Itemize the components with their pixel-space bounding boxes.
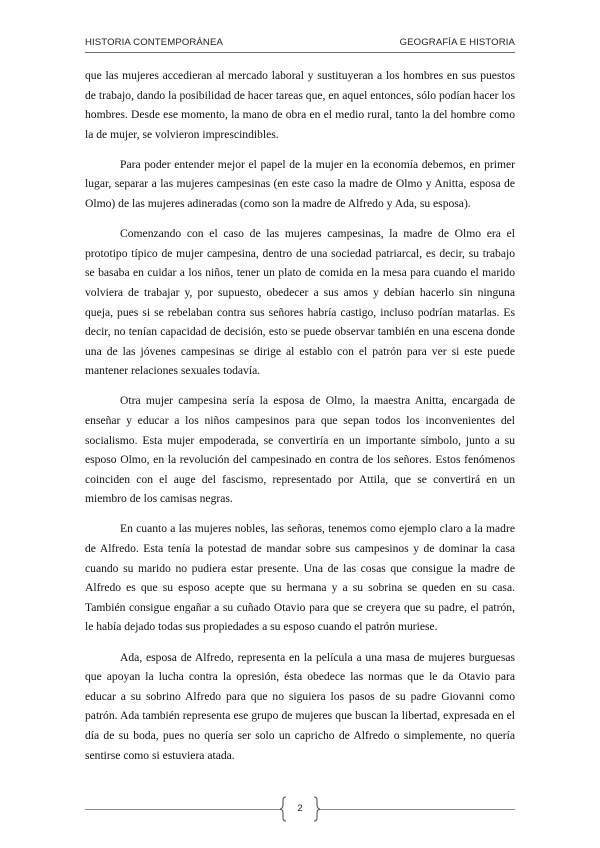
paragraph-1: que las mujeres accedieran al mercado laboral y sustituyeran a los hombres en sus puestos de trabajo, dando la posibilidad de hacer tareas que, en aquel entonces, sólo podían hacer los hombres. Desde ese momento, la mano de obra en el medio rural, tanto la del hombre como la de mujer, se volvieron imprescindibles. [85,69,515,141]
footer-divider-left [85,809,281,810]
page-number: 2 [297,803,303,814]
paragraph-2: Para poder entender mejor el papel de la mujer en la economía debemos, en primer lugar, separar a las mujeres campesinas (en este caso la madre de Olmo y Anitta, esposa de Olmo) de las mujeres adineradas (como son la madre de Alfredo y Ada, su esposa). [85,157,515,211]
paragraph-3: Comenzando con el caso de las mujeres campesinas, la madre de Olmo era el prototipo típico de mujer campesina, dentro de una sociedad patriarcal, es decir, su trabajo se basaba en cuidar a los niños, tener un plato de comida en la mesa para cuando el marido volviera de trabajar y, por supuesto, obedecer a sus amos y debían hacerlo sin ninguna queja, pues si se rebelaban contra sus señores habría castigo, incluso podrían matarlas. Es decir, no tenían capacidad de decisión, esto se puede observar también en una escena donde una de las jóvenes campesinas se dirige al establo con el patrón para ver si este puede mantener relaciones sexuales todavía. [85,227,515,378]
page-number-frame [280,796,320,822]
paragraph-4: Otra mujer campesina sería la esposa de Olmo, la maestra Anitta, encargada de enseñar y educar a los niños campesinos para que sepan todos los inconvenientes del socialismo. Esta mujer empoderada, se convertiría en un importante símbolo, junto a su esposo Olmo, en la revolución del campesinado en contra de los señores. Estos fenómenos coinciden con el auge del fascismo, representado por Attila, que se convertirá en un miembro de los camisas negras. [85,394,515,506]
header-right-title: GEOGRAFÍA E HISTORIA [399,37,515,48]
paragraph-6: Ada, esposa de Alfredo, representa en la película a una masa de mujeres burguesas que apoyan la lucha contra la opresión, ésta obedece las normas que le da Otavio para educar a su sobrino Alfredo para que no siguiera los pasos de su padre Giovanni como patrón. Ada también representa ese grupo de mujeres que buscan la libertad, expresada en el día de su boda, pues no quería ser solo un capricho de Alfredo o simplemente, no quería sentirse como si estuviera atada. [85,650,515,762]
running-header [85,37,515,51]
header-left-title: HISTORIA CONTEMPORÁNEA [85,37,223,48]
header-divider [85,52,515,53]
body-text [85,66,515,776]
footer-divider-right [319,809,515,810]
paragraph-5: En cuanto a las mujeres nobles, las señoras, tenemos como ejemplo claro a la madre de Alfredo. Esta tenía la potestad de mandar sobre sus campesinos y de dominar la casa cuando su marido no pudiera estar presente. Una de las cosas que consigue la madre de Alfredo es que su esposo acepte que su hermana y a su sobrina se queden en su casa. También consigue engañar a su cuñado Otavio para que se creyera que su padre, el patrón, le había dejado todas sus propiedades a su esposo cuando el patrón muriese. [85,522,515,634]
